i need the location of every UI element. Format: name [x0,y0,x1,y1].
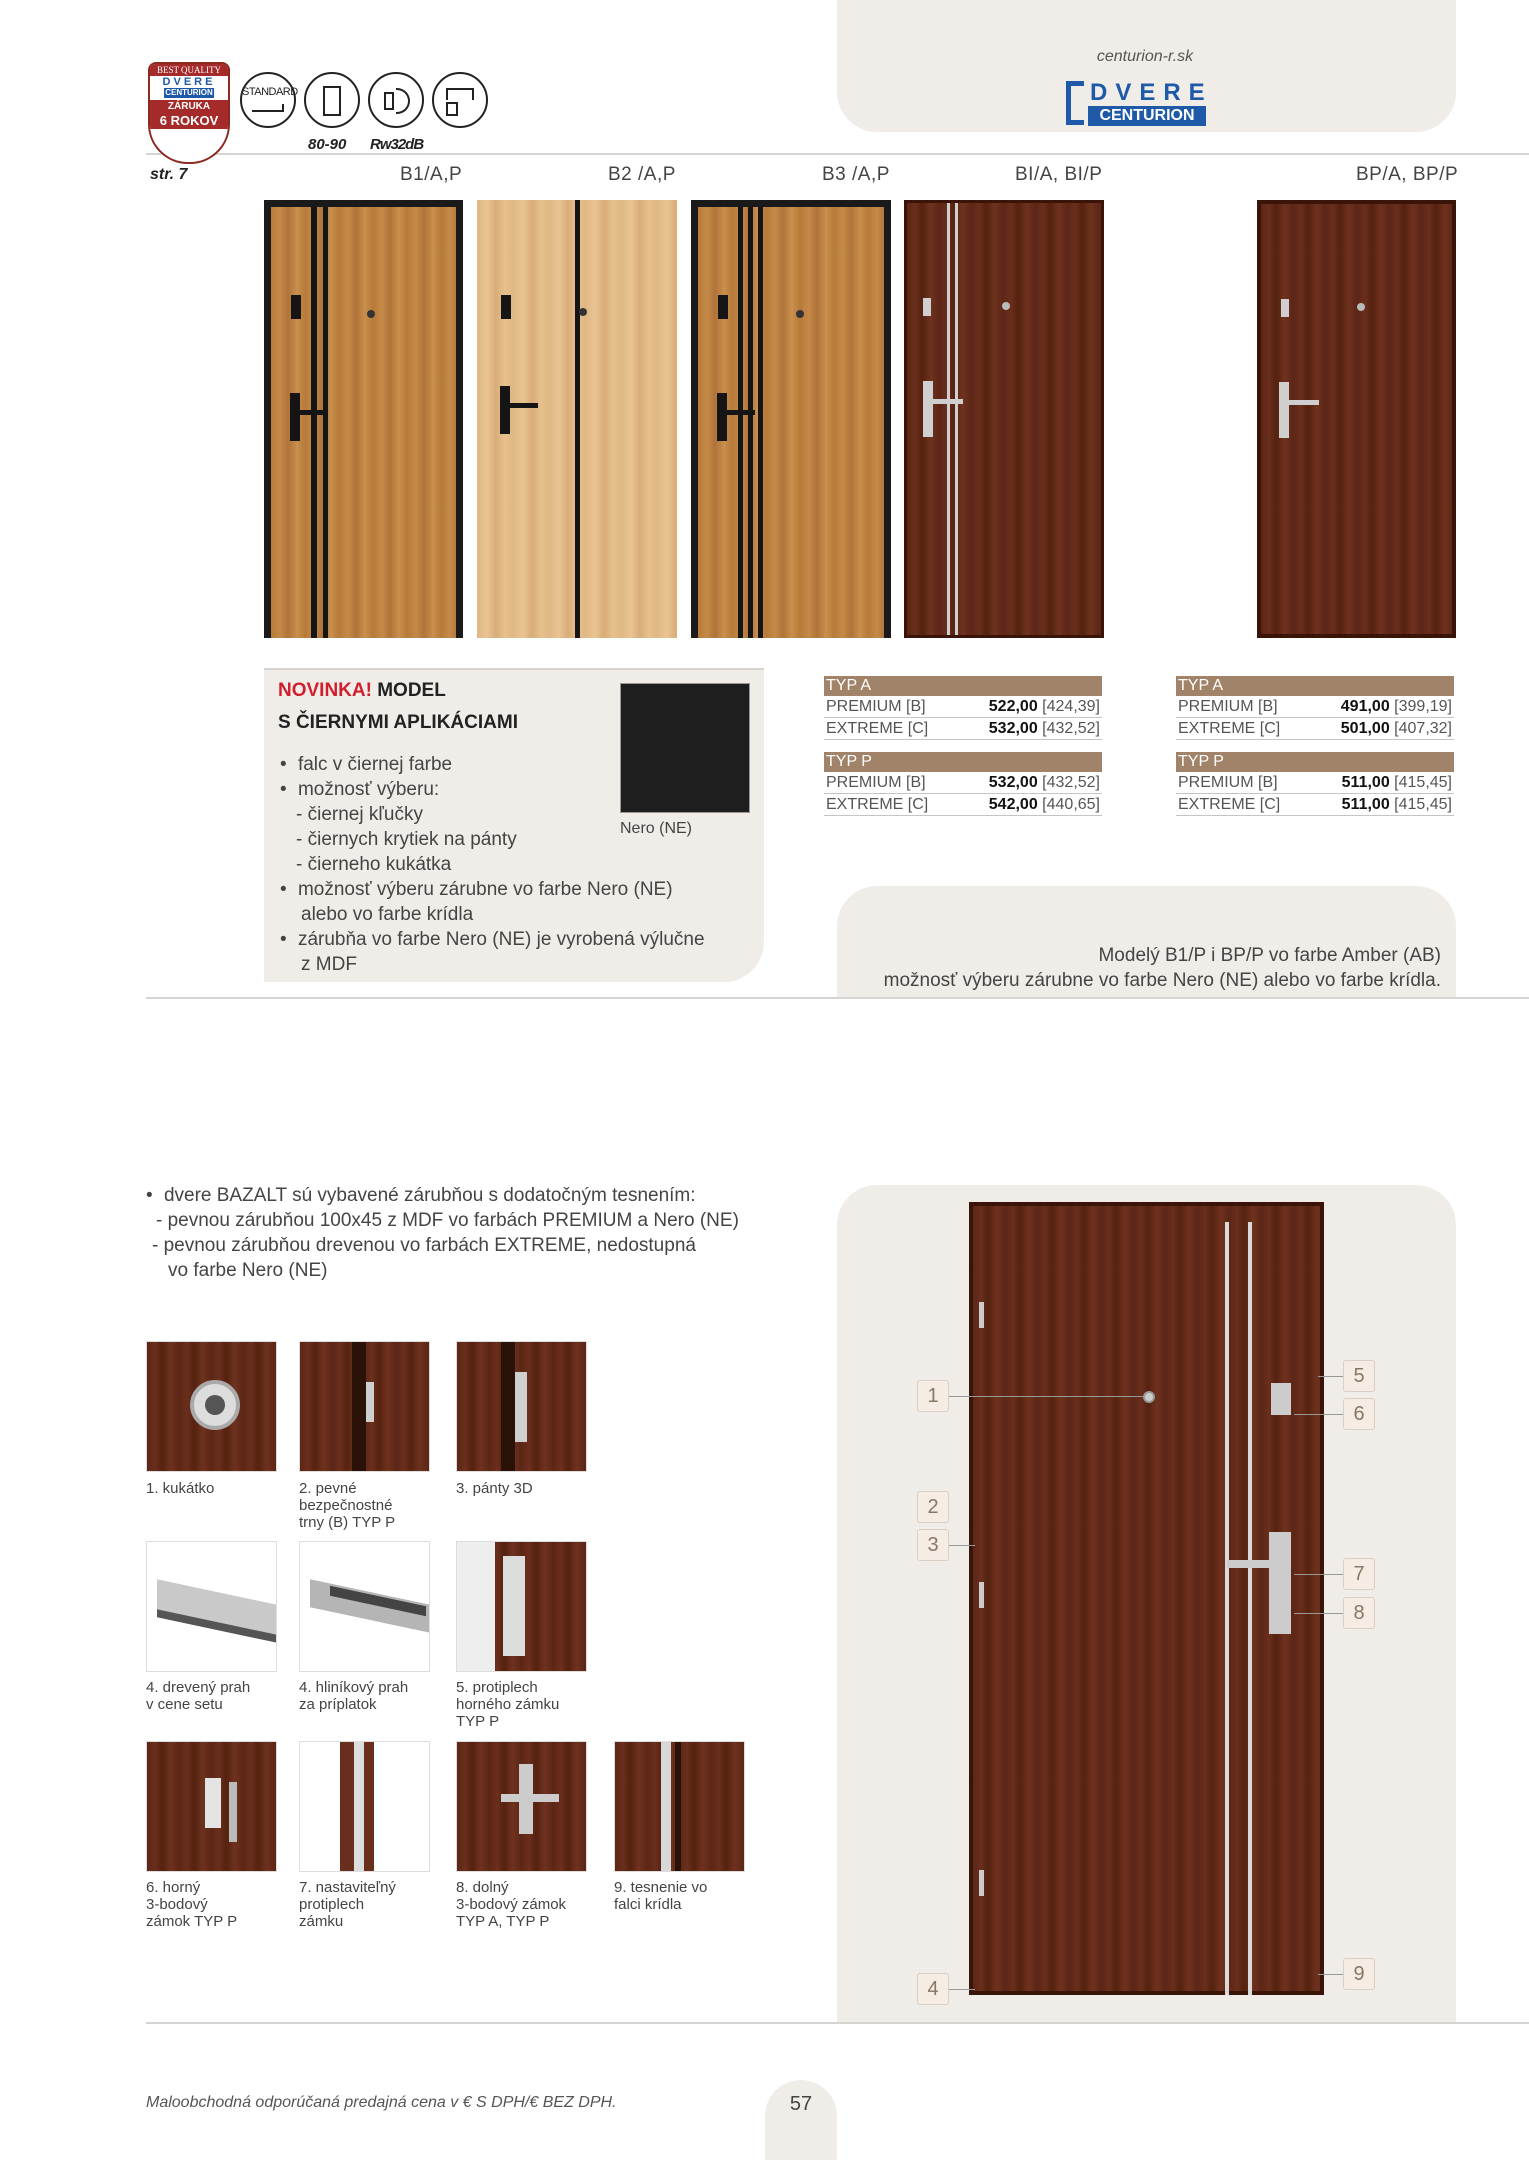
brand-logo-mark [1066,81,1084,125]
feature-caption-4a: 4. drevený prah v cene setu [146,1679,251,1713]
feature-caption-5: 5. protiplech horného zámku TYP P [456,1679,560,1730]
novinka-bullet: • možnosť výberu: [280,779,440,800]
large-door-image[interactable] [969,1202,1324,1995]
bazalt-line: - pevnou zárubňou 100x45 z MDF vo farbách PREMIUM a Nero (NE) [156,1210,739,1231]
novinka-subtitle: S ČIERNYMI APLIKÁCIAMI [278,712,518,733]
feature-thumb-seal[interactable] [614,1741,745,1872]
callout-6-leader [1294,1414,1343,1415]
thickness-value: 80-90 [308,136,347,153]
callout-3: 3 [917,1529,949,1561]
standard-icon [240,72,296,128]
price-row: PREMIUM [B] 491,00 [399,19] [1176,696,1454,718]
callout-8-leader [1294,1613,1343,1614]
feature-caption-2: 2. pevné bezpečnostné trny (B) TYP P [299,1480,396,1531]
callout-9: 9 [1343,1958,1375,1990]
callout-7: 7 [1343,1558,1375,1590]
callout-8: 8 [1343,1597,1375,1629]
bazalt-line: - pevnou zárubňou drevenou vo farbách EXTREME, nedostupná [152,1235,696,1256]
door-bi-image[interactable] [904,200,1104,638]
callout-6: 6 [1343,1398,1375,1430]
brand-logo-top: DVERE [1090,79,1213,106]
header-divider [146,153,1529,155]
page-number: 57 [789,2093,813,2115]
price-row: EXTREME [C] 542,00 [440,65] [824,794,1102,816]
model-label-b3: B3 /A,P [822,164,890,185]
feature-thumb-wood-threshold[interactable] [146,1541,277,1672]
novinka-title [278,680,446,702]
callout-4: 4 [917,1973,949,2005]
bottom-divider [146,2022,1529,2024]
badge-brand-bottom: CENTURION [165,88,213,97]
feature-caption-9: 9. tesnenie vo falci krídla [614,1879,708,1913]
price-row: EXTREME [C] 532,00 [432,52] [824,718,1102,740]
model-label-bp: BP/A, BP/P [1356,164,1459,185]
feature-thumb-peephole[interactable] [146,1341,277,1472]
site-url[interactable]: centurion-r.sk [1096,48,1194,65]
feature-thumb-pins[interactable] [299,1341,430,1472]
model-label-bi: BI/A, BI/P [1015,164,1103,185]
section-divider [146,997,1529,999]
price-type-header: TYP P [1176,752,1454,772]
sound-icon [368,72,424,128]
feature-thumb-adjustable-strike[interactable] [299,1741,430,1872]
badge-line2: 6 ROKOV [150,113,228,129]
feature-caption-6: 6. horný 3-bodový zámok TYP P [146,1879,238,1930]
amber-note-line1: Modelý B1/P i BP/P vo farbe Amber (AB) [1098,945,1441,966]
feature-thumb-lower-lock[interactable] [456,1741,587,1872]
novinka-sub: - čiernych krytiek na pánty [296,829,517,850]
callout-5-leader [1318,1376,1343,1377]
amber-note-line2: možnosť výberu zárubne vo farbe Nero (NE) alebo vo farbe krídla. [883,970,1441,991]
callout-5: 5 [1343,1360,1375,1392]
callout-4-leader [949,1989,975,1990]
door-bp-image[interactable] [1257,200,1456,638]
novinka-prefix: NOVINKA! [278,680,372,701]
door-b1-image[interactable] [264,200,463,638]
feature-caption-3: 3. pánty 3D [456,1480,533,1497]
price-row: PREMIUM [B] 511,00 [415,45] [1176,772,1454,794]
novinka-cont: z MDF [301,954,357,975]
sound-value: Rw32dB [370,136,424,153]
feature-thumb-strike-upper[interactable] [456,1541,587,1672]
badge-top: BEST QUALITY [150,64,228,76]
novinka-sub: - čierneho kukátka [296,854,452,875]
frame-icon [432,72,488,128]
page-number-tab [765,2080,837,2160]
standard-label: STANDARD [242,86,298,98]
callout-9-leader [1318,1974,1343,1975]
brand-logo-bottom: CENTURION [1088,106,1206,126]
feature-caption-7: 7. nastaviteľný protiplech zámku [299,1879,396,1930]
feature-thumb-hinges[interactable] [456,1341,587,1472]
model-label-b1: B1/A,P [400,164,463,185]
price-type-header: TYP A [1176,676,1454,696]
novinka-sub: - čiernej kľučky [296,804,423,825]
bazalt-text [146,1183,739,1283]
nero-swatch-label: Nero (NE) [620,820,693,837]
price-row: EXTREME [C] 501,00 [407,32] [1176,718,1454,740]
callout-7-leader [1294,1574,1343,1575]
quality-badge [148,62,230,164]
price-table-right [1176,676,1454,816]
door-thickness-icon [304,72,360,128]
page-ref: str. 7 [150,166,188,183]
price-row: PREMIUM [B] 522,00 [424,39] [824,696,1102,718]
price-row: EXTREME [C] 511,00 [415,45] [1176,794,1454,816]
callout-2: 2 [917,1491,949,1523]
feature-caption-1: 1. kukátko [146,1480,215,1497]
novinka-cont: alebo vo farbe krídla [301,904,474,925]
price-row: PREMIUM [B] 532,00 [432,52] [824,772,1102,794]
novinka-bullet: • zárubňa vo farbe Nero (NE) je vyrobená výlučne [280,929,705,950]
price-type-header: TYP A [824,676,1102,696]
novinka-list [280,752,705,977]
callout-1-leader [949,1396,1145,1397]
feature-caption-8: 8. dolný 3-bodový zámok TYP A, TYP P [456,1879,567,1930]
price-table-left [824,676,1102,816]
bazalt-line: vo farbe Nero (NE) [168,1260,328,1281]
door-b3-image[interactable] [691,200,891,638]
bazalt-bullet: • dvere BAZALT sú vybavené zárubňou s dodatočným tesnením: [146,1185,696,1206]
callout-1: 1 [917,1380,949,1412]
door-b2-image[interactable] [477,200,677,638]
callout-3-leader [949,1545,975,1546]
novinka-bullet: • možnosť výberu zárubne vo farbe Nero (NE) [280,879,673,900]
novinka-title1: MODEL [371,680,446,701]
brand-logo [1066,79,1226,129]
footer-note: Maloobchodná odporúčaná predajná cena v € S DPH/€ BEZ DPH. [146,2094,617,2111]
feature-thumb-upper-lock[interactable] [146,1741,277,1872]
novinka-bullet: • falc v čiernej farbe [280,754,453,775]
model-label-b2: B2 /A,P [608,164,676,185]
badge-brand-top: DVERE [162,76,216,88]
price-type-header: TYP P [824,752,1102,772]
badge-line1: ZÁRUKA [150,100,228,113]
feature-caption-4b: 4. hliníkový prah za príplatok [299,1679,409,1713]
feature-thumb-alu-threshold[interactable] [299,1541,430,1672]
